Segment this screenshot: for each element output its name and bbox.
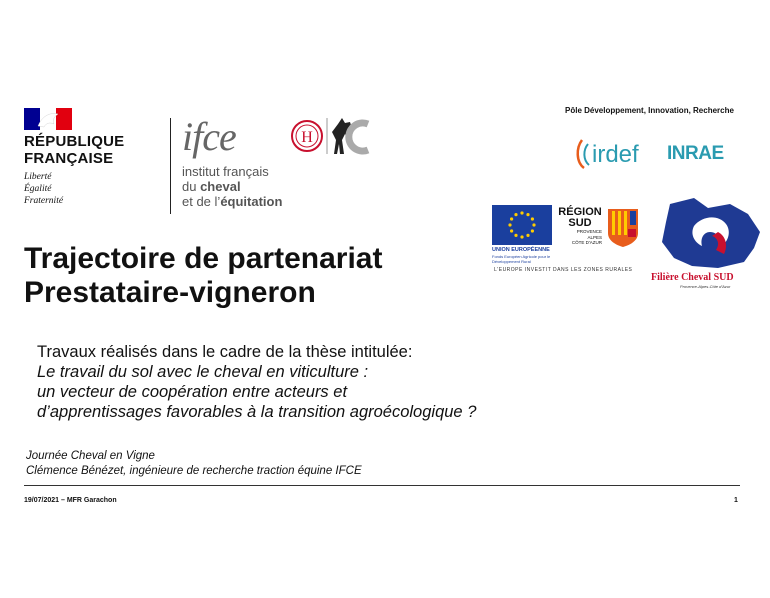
- eu-flag-icon: [492, 205, 552, 245]
- event-name: Journée Cheval en Vigne: [26, 450, 155, 462]
- inrae-logo: INRAE: [667, 143, 724, 164]
- thesis-title: Le travail du sol avec le cheval en viticulture : un vecteur de coopération entre acteurs et d’apprentissages favorables à la transition agroécologique ?: [37, 363, 477, 421]
- republique-francaise-marianne-logo: [24, 108, 72, 130]
- eu-name: UNION EUROPÉENNE: [492, 247, 550, 253]
- title-line-2: Prestataire-vigneron: [24, 276, 316, 309]
- footer-divider: [24, 485, 740, 486]
- pole-label: Pôle Développement, Innovation, Recherche: [565, 106, 734, 115]
- page-number: 1: [734, 497, 738, 504]
- irdef-wordmark: irdef: [592, 141, 639, 168]
- region-sud-logo: [558, 205, 648, 255]
- logo-divider: [170, 118, 171, 214]
- filiere-tagline: Provence-Alpes-Côte d'Azur: [680, 284, 731, 289]
- eu-logo: [492, 205, 554, 275]
- republique-motto: Liberté Égalité Fraternité: [24, 172, 64, 206]
- republique-francaise-name: RÉPUBLIQUE FRANÇAISE: [24, 133, 125, 167]
- slide-title: [24, 242, 382, 310]
- date-place: 19/07/2021 – MFR Garachon: [24, 497, 117, 504]
- region-name: RÉGION SUD: [558, 206, 602, 229]
- ifce-wordmark-if: ifce: [182, 114, 236, 159]
- ifce-logo: [182, 110, 372, 162]
- region-coat-of-arms-icon: [606, 207, 640, 247]
- eu-slogan: L'EUROPE INVESTIT DANS LES ZONES RURALES: [494, 267, 633, 273]
- filiere-name: Filière Cheval SUD: [651, 272, 734, 283]
- title-line-1: Trajectoire de partenariat: [24, 242, 383, 275]
- intro-text: Travaux réalisés dans le cadre de la thèse intitulée:: [37, 343, 413, 361]
- eu-fund: Fonds Européen Agricole pour le Développement Rural: [492, 254, 551, 264]
- author-line: Clémence Bénézet, ingénieure de recherche traction équine IFCE: [26, 465, 362, 477]
- svg-text:H: H: [301, 129, 313, 146]
- irdef-logo: [574, 136, 658, 172]
- region-subtitle: PROVENCE ALPES CÔTE D'AZUR: [571, 229, 602, 245]
- ifce-subtitle: institut français du cheval et de l’équitation: [182, 164, 283, 209]
